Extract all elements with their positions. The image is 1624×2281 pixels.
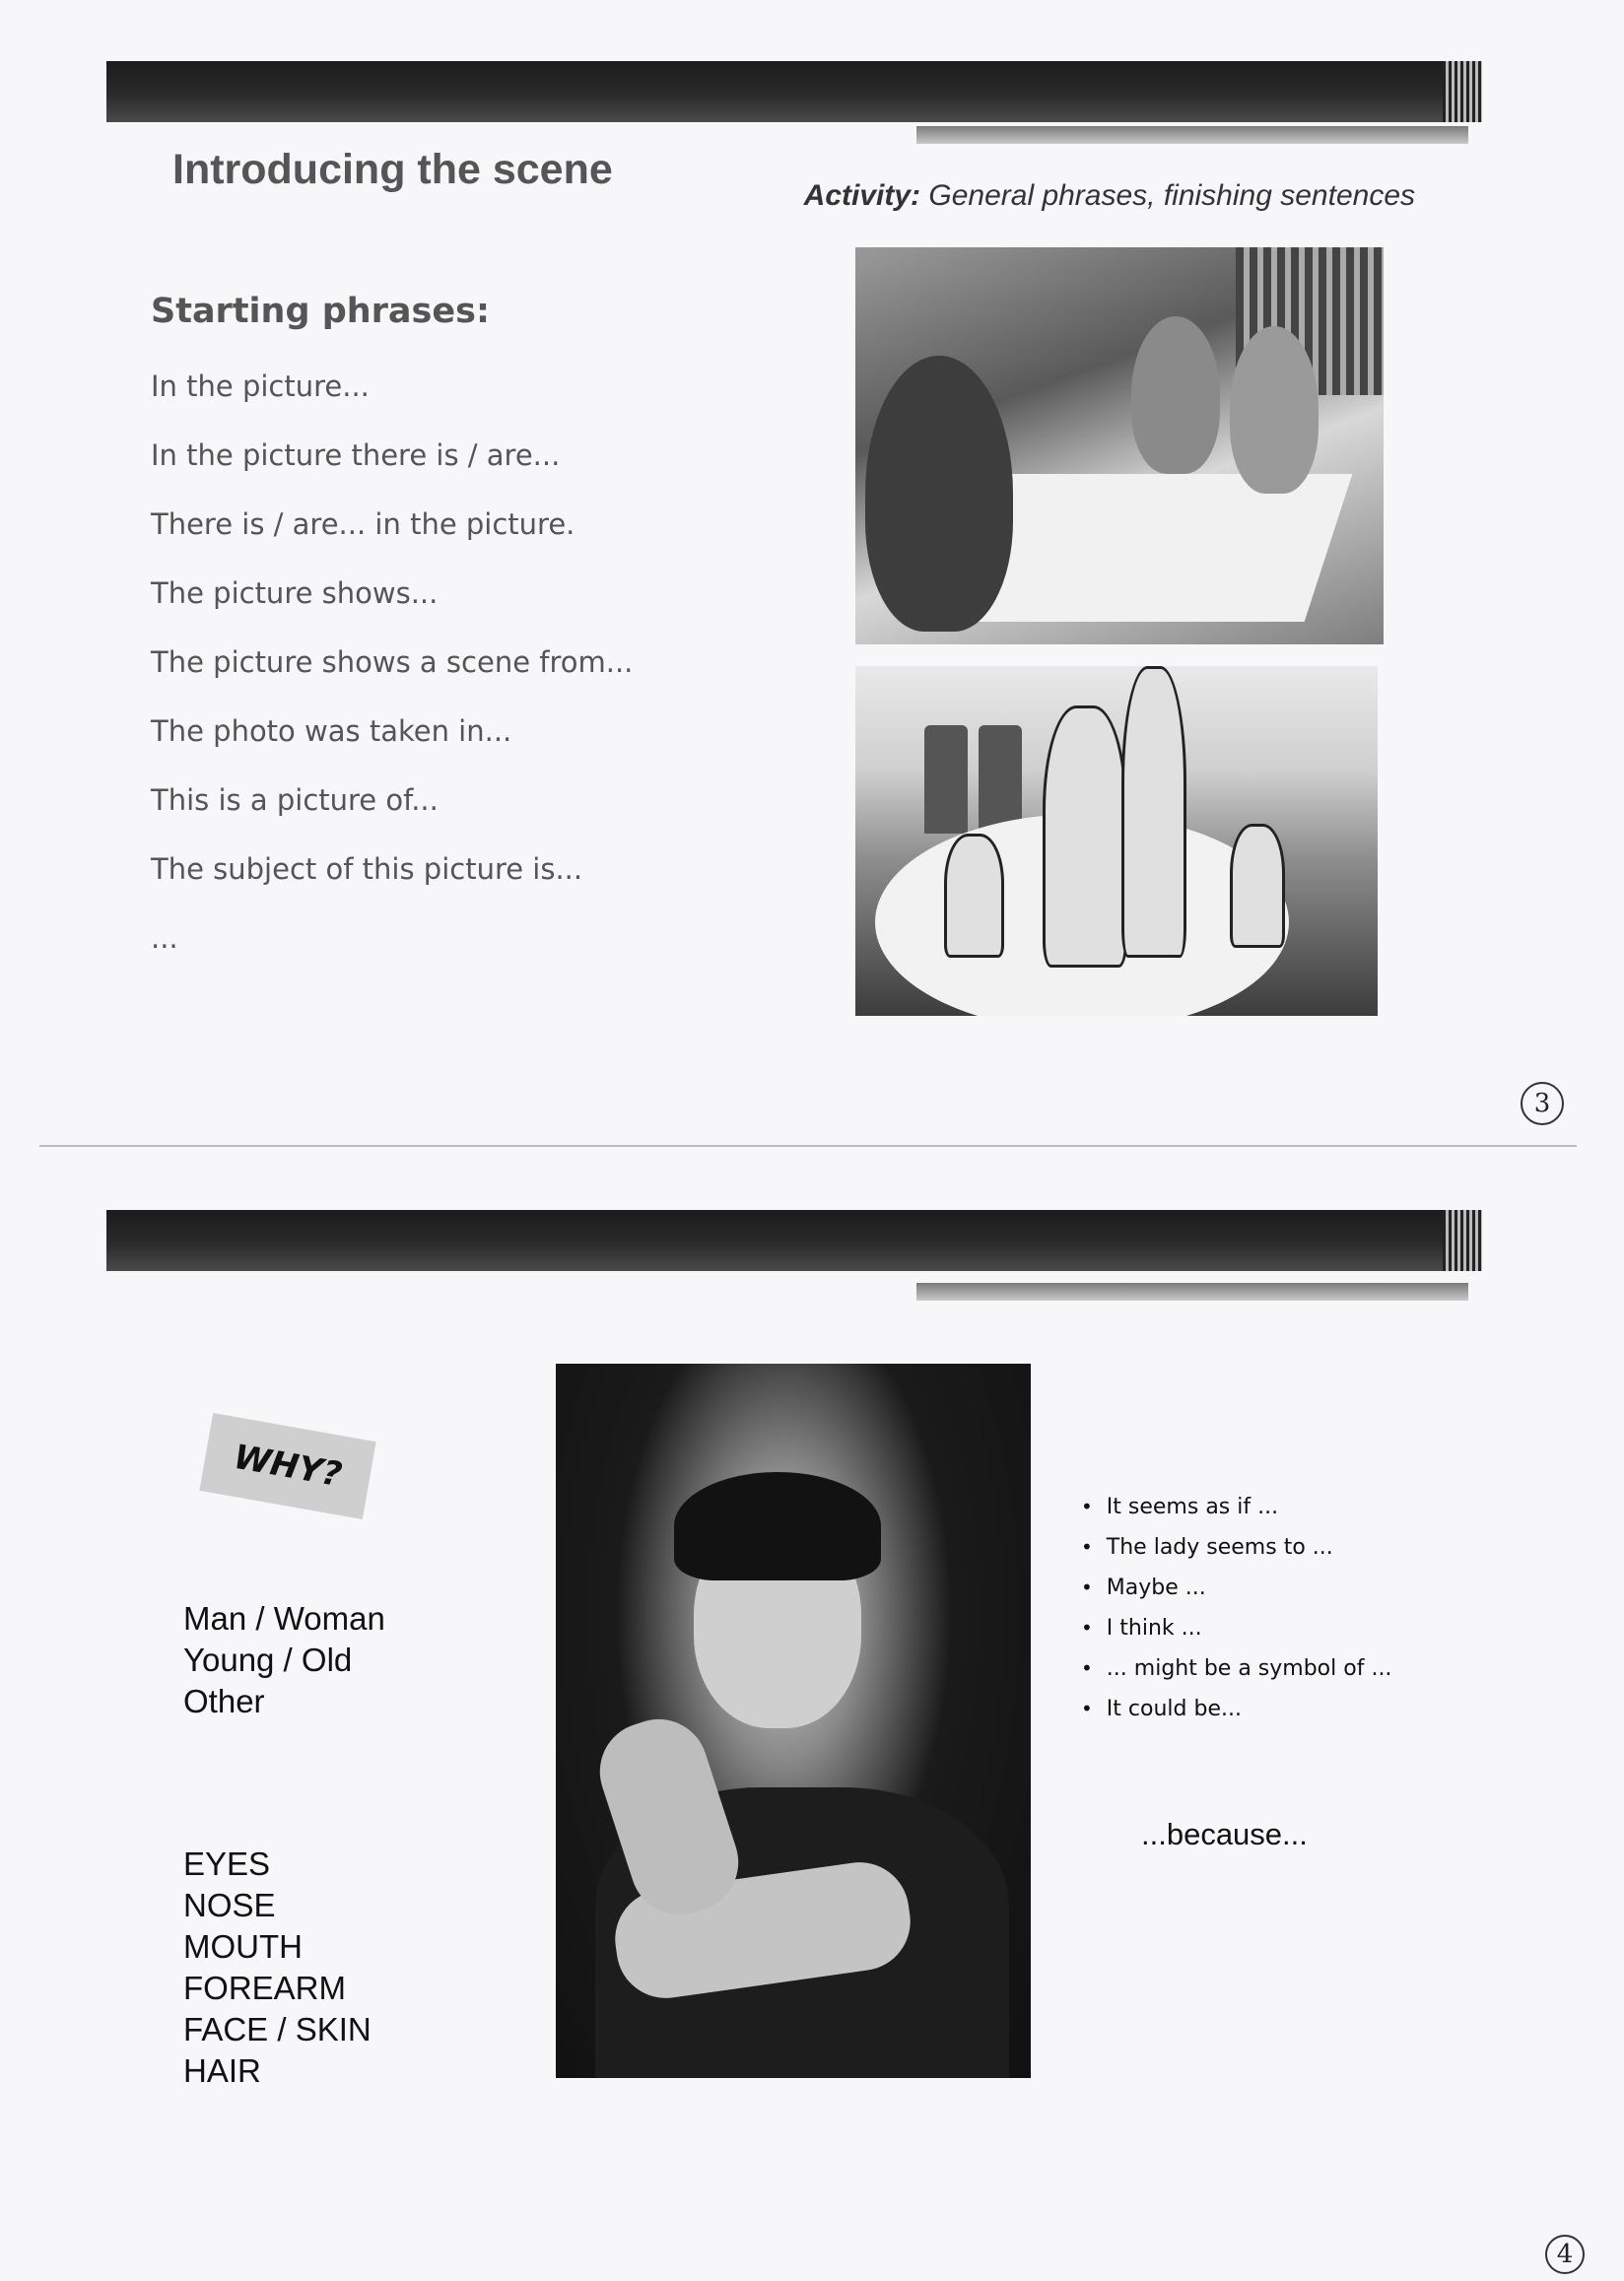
phrase-item: The subject of this picture is... <box>151 852 583 886</box>
phrase-item: In the picture there is / are... <box>151 438 561 472</box>
why-tag: WHY? <box>199 1413 375 1519</box>
hair <box>674 1472 881 1580</box>
cooling-tower <box>979 725 1022 834</box>
page-divider <box>39 1145 1577 1147</box>
phrase-item: ... <box>151 921 178 955</box>
cooling-tower <box>924 725 968 834</box>
person-word: Man / Woman <box>183 1600 385 1637</box>
phrase-item: The picture shows a scene from... <box>151 645 634 679</box>
phrase-item: There is / are... in the picture. <box>151 507 575 541</box>
cartoon-figure <box>944 834 1004 958</box>
phrase-item: In the picture... <box>151 369 370 403</box>
feature-words <box>183 1844 372 2092</box>
person-figure <box>865 356 1013 632</box>
speculation-phrase: • It seems as if ... <box>1081 1488 1391 1528</box>
feature-word: EYES <box>183 1845 271 1882</box>
speculation-phrases-list <box>1081 1488 1391 1730</box>
cartoon-figure <box>1121 666 1186 958</box>
feature-word: FOREARM <box>183 1970 346 2006</box>
portrait-photo <box>556 1364 1031 2078</box>
person-words <box>183 1598 385 1722</box>
activity-label: Activity: <box>803 179 921 212</box>
activity-text: General phrases, finishing sentences <box>928 179 1415 212</box>
classroom-photo <box>855 247 1384 644</box>
speculation-phrase: • I think ... <box>1081 1609 1391 1649</box>
because-text: ...because... <box>1141 1817 1308 1851</box>
person-figure <box>1230 326 1319 494</box>
page-number: 3 <box>1521 1082 1564 1125</box>
header-bar-top <box>106 61 1476 122</box>
feature-word: MOUTH <box>183 1928 303 1965</box>
phrase-item: The picture shows... <box>151 576 439 610</box>
header-bar-bottom <box>106 1210 1476 1271</box>
slide-title: Introducing the scene <box>172 146 613 193</box>
activity-line <box>804 179 1415 213</box>
feature-word: FACE / SKIN <box>183 2011 372 2047</box>
phrase-item: This is a picture of... <box>151 783 439 817</box>
header-bar-shadow-bottom <box>916 1283 1468 1301</box>
starting-phrases-heading: Starting phrases: <box>151 292 490 331</box>
person-figure <box>1131 316 1220 474</box>
cartoon-family-picture <box>855 666 1378 1016</box>
cartoon-figure <box>1043 705 1127 968</box>
phrase-item: The photo was taken in... <box>151 714 512 748</box>
person-word: Young / Old <box>183 1642 353 1678</box>
speculation-phrase: • The lady seems to ... <box>1081 1528 1391 1569</box>
speculation-phrase: • Maybe ... <box>1081 1569 1391 1609</box>
cartoon-figure <box>1230 824 1285 948</box>
speculation-phrase: • ... might be a symbol of ... <box>1081 1649 1391 1690</box>
feature-word: NOSE <box>183 1887 276 1923</box>
speculation-phrase: • It could be... <box>1081 1690 1391 1730</box>
page-number: 4 <box>1545 2235 1585 2274</box>
person-word: Other <box>183 1683 265 1719</box>
header-bar-shadow-top <box>916 126 1468 144</box>
starting-phrases-list <box>151 367 633 987</box>
feature-word: HAIR <box>183 2052 261 2089</box>
